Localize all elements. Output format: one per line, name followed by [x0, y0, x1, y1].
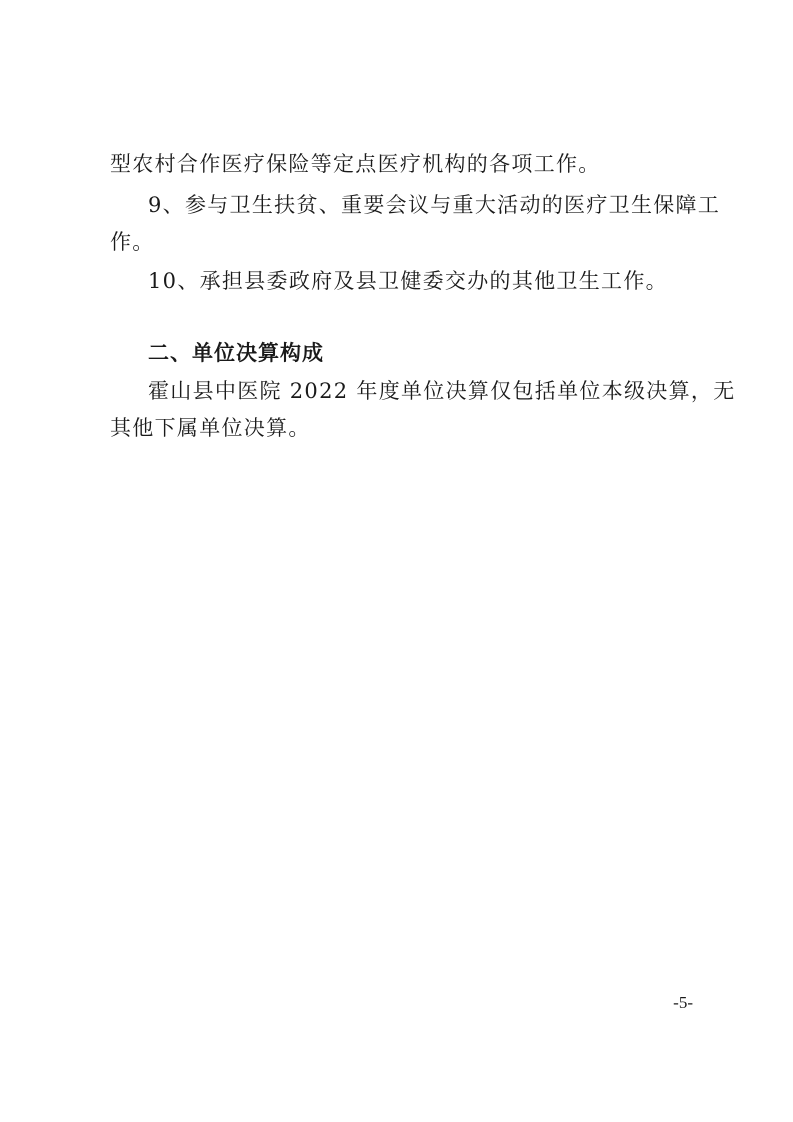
paragraph-line: 其他下属单位决算。 — [110, 416, 311, 440]
page-number: -5- — [673, 993, 693, 1012]
paragraph-line: 10、承担县委政府及县卫健委交办的其他卫生工作。 — [148, 269, 668, 293]
paragraph-line: 作。 — [110, 230, 155, 254]
paragraph-line: 霍山县中医院 2022 年度单位决算仅包括单位本级决算，无 — [148, 379, 736, 403]
paragraph-line: 9、参与卫生扶贫、重要会议与重大活动的医疗卫生保障工 — [148, 193, 721, 217]
paragraph-line: 型农村合作医疗保险等定点医疗机构的各项工作。 — [110, 152, 601, 176]
section-heading: 二、单位决算构成 — [148, 341, 324, 365]
